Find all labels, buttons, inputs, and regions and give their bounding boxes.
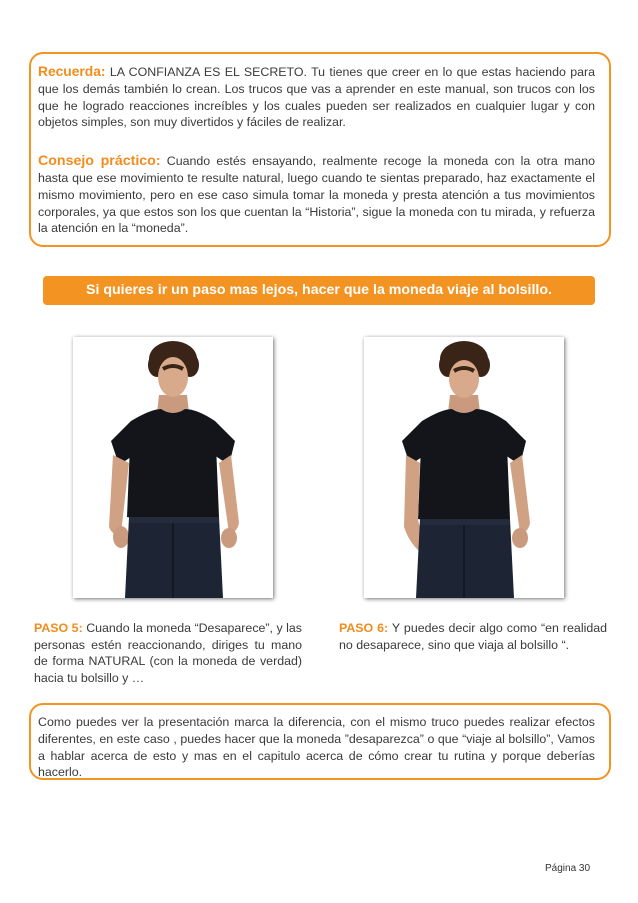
section-banner: Si quieres ir un paso mas lejos, hacer que la moneda viaje al bolsillo. [43,276,595,305]
man-coin-from-pocket-image [364,337,564,598]
step6-photo [364,337,564,598]
step5-photo [73,337,273,598]
footer-rule [29,878,609,879]
page-number: Página 30 [545,863,591,874]
tip-consejo-label: Consejo práctico: [38,153,161,170]
step5-text: Cuando la moneda “Desaparece”, y las personas estén reaccionando, diriges tu mano de forma NATURAL (con la moneda de verdad) hacia tu bolsillo y … [34,621,302,685]
step6-label: PASO 6: [339,621,389,635]
closing-box [29,703,611,780]
tip-recuerda-label: Recuerda: [38,64,106,79]
tip-consejo-text: Cuando estés ensayando, realmente recoge la moneda con la otra mano hasta que ese movimiento te resulte natural, luego cuando te sientas preparado, haz exactamente el mismo movimiento, pero en ese caso simula tomar la moneda y presta atención a tus movimientos corporales, ya que estos son los que cuentan la “Historia”, sigue la moneda con tu mirada, y refuerza la atención en la “moneda”. [38,154,595,236]
tip-consejo [38,153,595,237]
man-hand-to-pocket-image [73,337,273,598]
step6-caption [339,620,607,653]
closing-text: Como puedes ver la presentación marca la diferencia, con el mismo truco puedes realizar efectos diferentes, en este caso , puedes hacer que la moneda ”desaparezca” o que “viaje al bolsillo”, Vamos a hablar acerca de esto y mas en el capitulo acerca de cómo crear tu rutina y porque deberías hacerlo. [38,715,595,780]
tip-recuerda [38,64,595,131]
step5-caption [34,620,302,686]
step5-label: PASO 5: [34,621,83,635]
step6-text: Y puedes decir algo como “en realidad no desaparece, sino que viaja al bolsillo “. [339,621,607,652]
tip-recuerda-text: LA CONFIANZA ES EL SECRETO. Tu tienes que creer en lo que estas haciendo para que los demás también lo crean. Los trucos que vas a aprender en este manual, son trucos con los que he logrado reacciones increíbles y los cuales pueden ser realizados en cualquier lugar y con objetos simples, son muy divertidos y fáciles de realizar. [38,65,595,130]
tips-box [29,52,611,247]
